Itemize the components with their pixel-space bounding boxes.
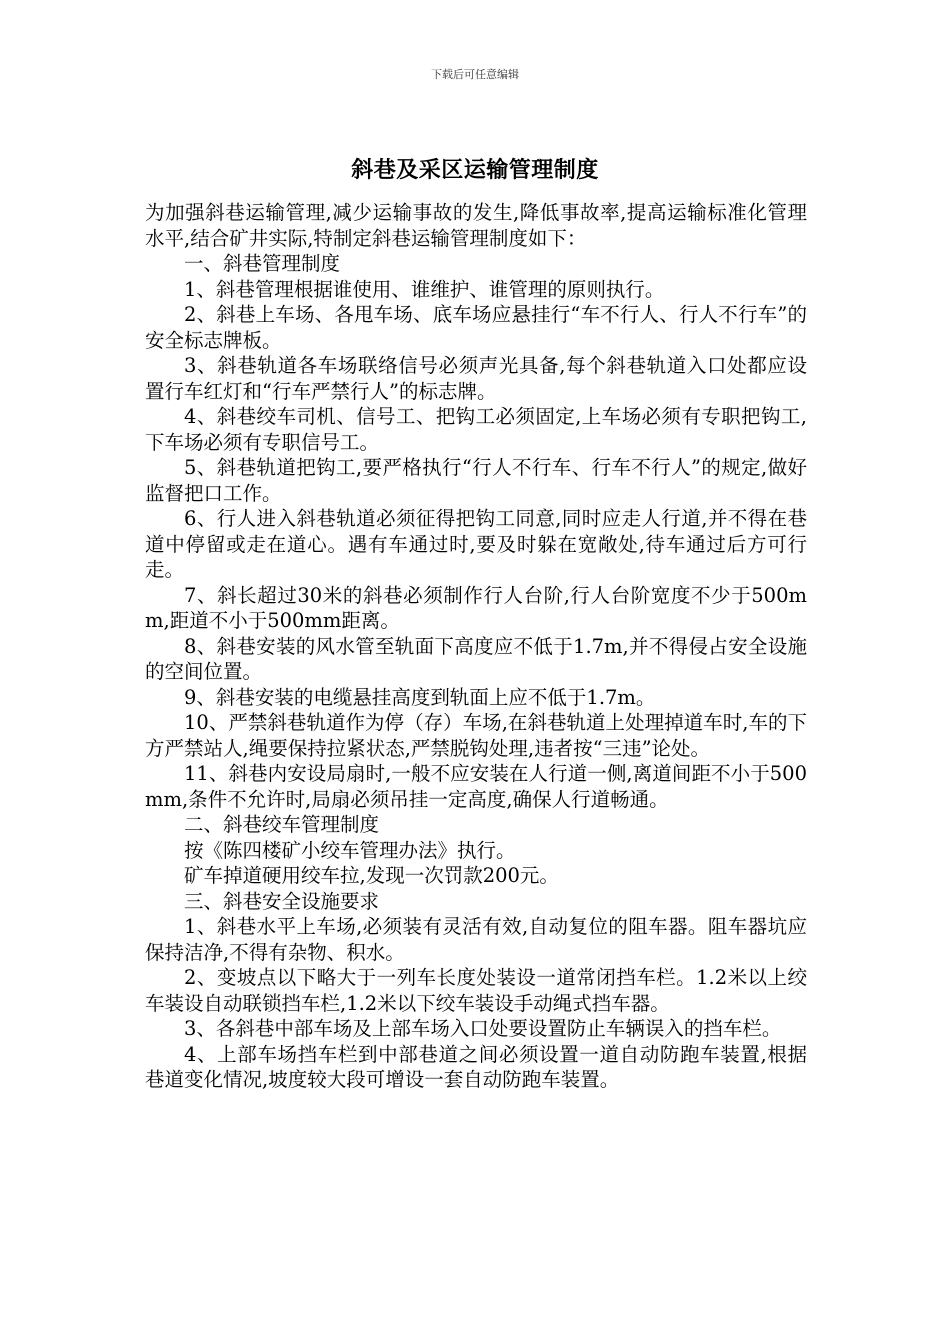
- paragraph: 9、斜巷安装的电缆悬挂高度到轨面上应不低于1.7m。: [184, 685, 656, 709]
- paragraph: 按《陈四楼矿小绞车管理办法》执行。: [184, 838, 516, 862]
- paragraph: 7、斜长超过30米的斜巷必须制作行人台阶,行人台阶宽度不少于500mm,距道不小于500mm距离。: [145, 583, 807, 632]
- paragraph: 6、行人进入斜巷轨道必须征得把钩工同意,同时应走人行道,并不得在巷道中停留或走在道心。遇有车通过时,要及时躲在宽敞处,待车通过后方可行走。: [145, 507, 807, 581]
- document-body: [145, 200, 807, 1093]
- paragraph: 4、斜巷绞车司机、信号工、把钩工必须固定,上车场必须有专职把钩工,下车场必须有专职信号工。: [145, 405, 807, 454]
- paragraph: 11、斜巷内安设局扇时,一般不应安装在人行道一侧,离道间距不小于500mm,条件不允许时,局扇必须吊挂一定高度,确保人行道畅通。: [145, 762, 807, 811]
- page-title: 斜巷及采区运输管理制度: [351, 157, 599, 183]
- paragraph: 矿车掉道硬用绞车拉,发现一次罚款200元。: [184, 864, 559, 887]
- paragraph: 8、斜巷安装的风水管至轨面下高度应不低于1.7m,并不得侵占安全设施的空间位置。: [145, 634, 807, 683]
- paragraph: 一、斜巷管理制度: [184, 252, 341, 275]
- paragraph: 2、斜巷上车场、各甩车场、底车场应悬挂行“车不行人、行人不行车”的安全标志牌板。: [145, 303, 807, 352]
- paragraph: 1、斜巷水平上车场,必须装有灵活有效,自动复位的阻车器。阻车器坑应保持洁净,不得有杂物、积水。: [145, 915, 807, 964]
- paragraph: 为加强斜巷运输管理,减少运输事故的发生,降低事故率,提高运输标准化管理水平,结合矿井实际,特制定斜巷运输管理制度如下：: [145, 201, 807, 250]
- header-note: 下载后可任意编辑: [431, 68, 519, 81]
- paragraph: 10、严禁斜巷轨道作为停（存）车场,在斜巷轨道上处理掉道车时,车的下方严禁站人,绳要保持拉紧状态,严禁脱钩处理,违者按“三违”论处。: [145, 711, 807, 760]
- paragraph: 3、斜巷轨道各车场联络信号必须声光具备,每个斜巷轨道入口处都应设置行车红灯和“行车严禁行人”的标志牌。: [145, 354, 807, 403]
- paragraph: 三、斜巷安全设施要求: [184, 889, 380, 913]
- paragraph: 1、斜巷管理根据谁使用、谁维护、谁管理的原则执行。: [184, 277, 665, 301]
- paragraph: 3、各斜巷中部车场及上部车场入口处要设置防止车辆误入的挡车栏。: [184, 1017, 782, 1040]
- paragraph: 5、斜巷轨道把钩工,要严格执行“行人不行车、行车不行人”的规定,做好监督把口工作。: [145, 456, 807, 505]
- paragraph: 4、上部车场挡车栏到中部巷道之间必须设置一道自动防跑车装置,根据巷道变化情况,坡度较大段可增设一套自动防跑车装置。: [145, 1042, 807, 1091]
- paragraph: 二、斜巷绞车管理制度: [184, 813, 380, 836]
- paragraph: 2、变坡点以下略大于一列车长度处装设一道常闭挡车栏。1.2米以上绞车装设自动联锁挡车栏,1.2米以下绞车装设手动绳式挡车器。: [145, 966, 807, 1015]
